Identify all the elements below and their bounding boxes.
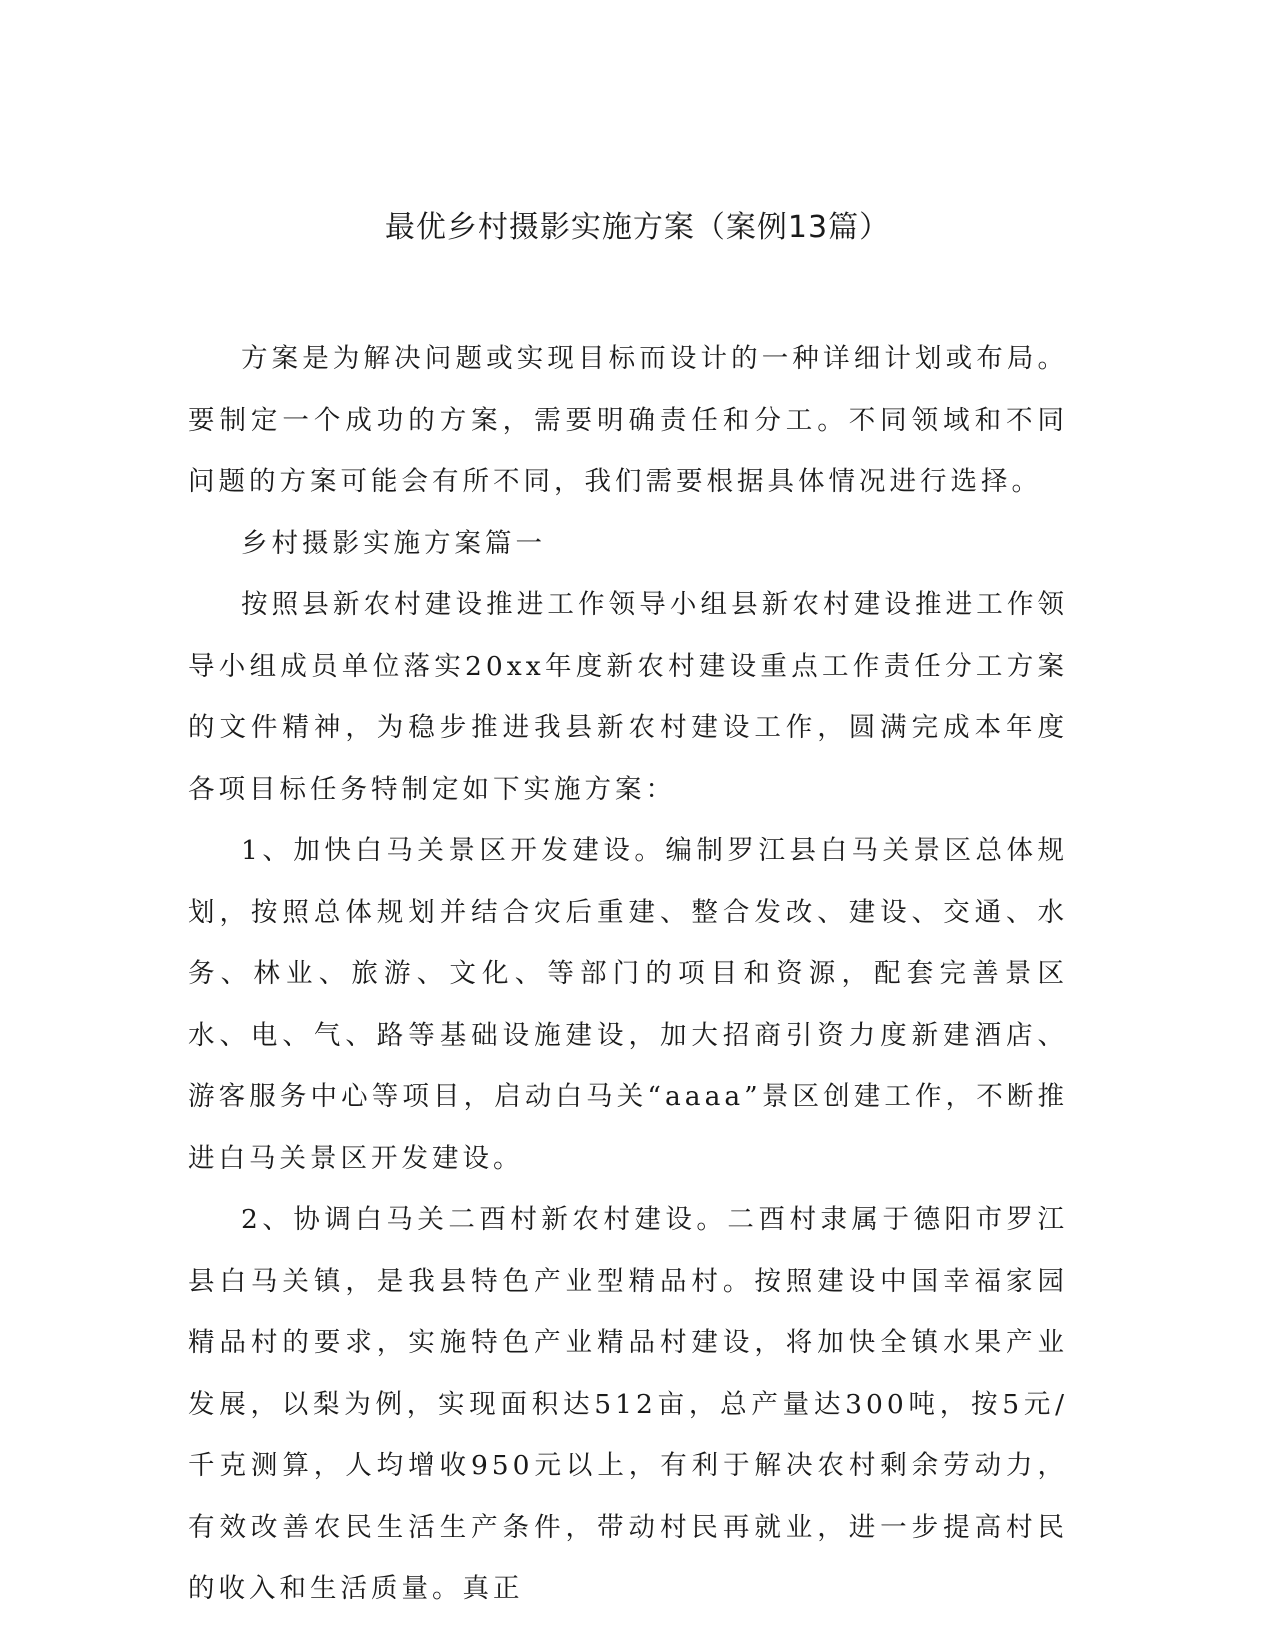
body-paragraph: 1、加快白马关景区开发建设。编制罗江县白马关景区总体规划，按照总体规划并结合灾后重建、整合发改、建设、交通、水务、林业、旅游、文化、等部门的项目和资源，配套完善景区水、电、气、路等基础设施建设，加大招商引资力度新建酒店、游客服务中心等项目，启动白马关“aaaa”景区创建工作，不断推进白马关景区开发建设。 (188, 835, 1068, 1174)
body-paragraph: 2、协调白马关二酉村新农村建设。二酉村隶属于德阳市罗江县白马关镇，是我县特色产业型精品村。按照建设中国幸福家园精品村的要求，实施特色产业精品村建设，将加快全镇水果产业发展，以梨为例，实现面积达512亩，总产量达300吨，按5元/千克测算，人均增收950元以上，有利于解决农村剩余劳动力，有效改善农民生活生产条件，带动村民再就业，进一步提高村民的收入和生活质量。真正 (188, 1204, 1068, 1604)
section-heading: 乡村摄影实施方案篇一 (241, 527, 546, 559)
body-paragraph: 按照县新农村建设推进工作领导小组县新农村建设推进工作领导小组成员单位落实20xx年度新农村建设重点工作责任分工方案的文件精神，为稳步推进我县新农村建设工作，圆满完成本年度各项目标任务特制定如下实施方案： (188, 589, 1068, 805)
document-title: 最优乡村摄影实施方案（案例13篇） (384, 210, 891, 245)
document-body (188, 328, 1068, 1620)
intro-paragraph: 方案是为解决问题或实现目标而设计的一种详细计划或布局。要制定一个成功的方案，需要明确责任和分工。不同领域和不同问题的方案可能会有所不同，我们需要根据具体情况进行选择。 (188, 343, 1068, 497)
